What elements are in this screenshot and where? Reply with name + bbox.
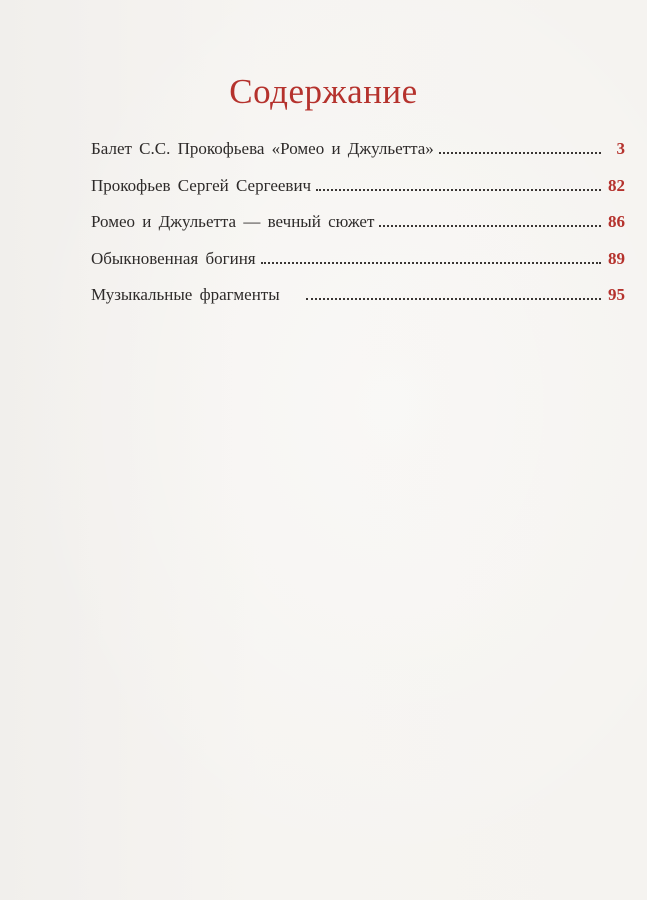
toc-entry-title: Балет С.С. Прокофьева «Ромео и Джульетта» [91, 139, 434, 158]
toc-entry-ordinary-goddess[interactable] [91, 249, 625, 286]
dot-leader [379, 225, 601, 227]
toc-entry-page-number: 86 [608, 212, 625, 231]
toc-entry-title: Музыкальные фрагменты [91, 285, 280, 304]
toc-entry-title: Прокофьев Сергей Сергеевич [91, 175, 312, 195]
toc-entry-prokofiev[interactable] [91, 176, 625, 213]
toc-entry-title: Обыкновенная богиня [91, 248, 256, 268]
page-title: Содержание [229, 72, 418, 111]
toc-entry-page-number: 3 [616, 139, 625, 158]
dot-leader [439, 152, 601, 154]
toc-entry-title: Ромео и Джульетта — вечный сюжет [91, 212, 375, 231]
toc-entry-page-number: 82 [608, 175, 625, 195]
dot-leader [261, 262, 601, 264]
toc-entry-page-number: 89 [608, 248, 625, 268]
table-of-contents [91, 139, 625, 322]
toc-entry-page-number: 95 [608, 285, 625, 304]
dot-leader [306, 298, 601, 300]
toc-entry-ballet[interactable] [91, 139, 625, 176]
toc-entry-eternal-plot[interactable] [91, 212, 625, 249]
toc-entry-musical-fragments[interactable] [91, 285, 625, 322]
dot-leader [316, 189, 601, 191]
